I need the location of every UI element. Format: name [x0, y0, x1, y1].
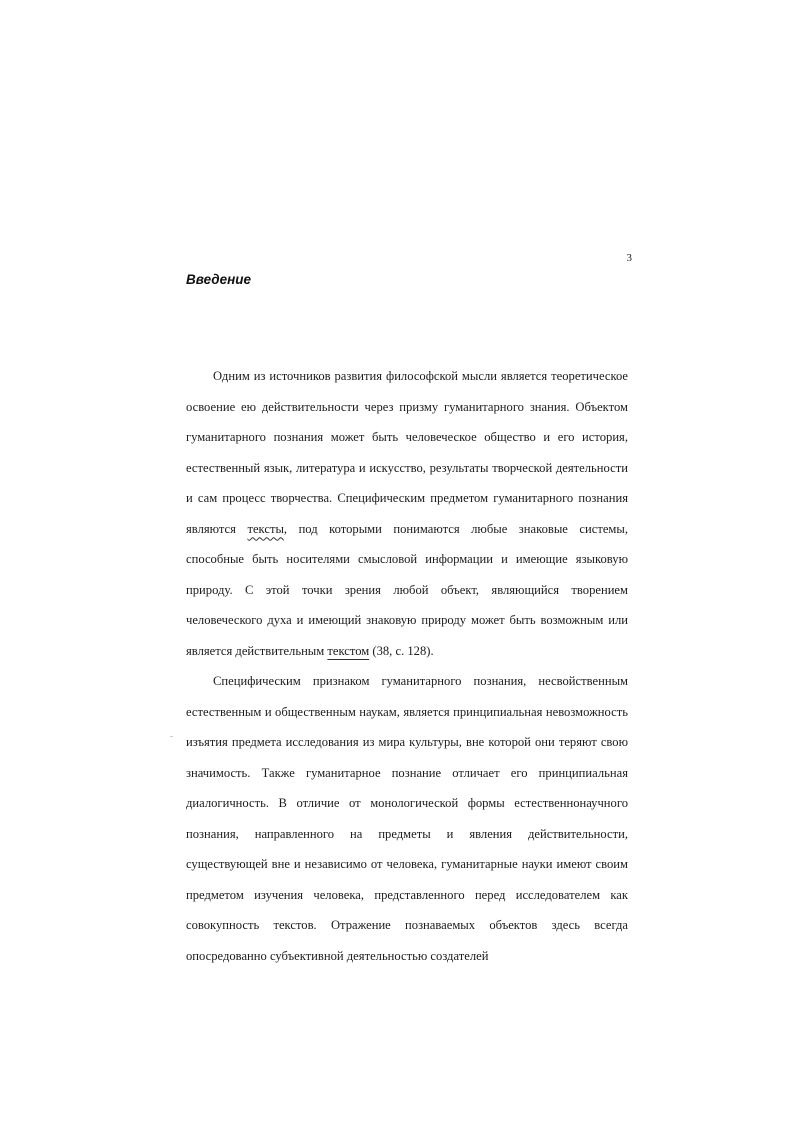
document-body [186, 361, 628, 971]
page-number: 3 [626, 252, 632, 264]
section-heading: Введение [186, 272, 252, 287]
paragraph-2 [186, 666, 628, 971]
paragraph-1-text-b: , под которыми понимаются любые знаковые системы, способные быть носителями смысловой информации и имеющие языковую природу. С этой точки зрения любой объект, являющийся творением человеческого духа и имеющий знаковую природу может быть возможным или является действительным [186, 521, 628, 658]
paragraph-1-marked-word-text: текстом [327, 643, 370, 658]
paragraph-1-citation: (38, с. 128). [369, 643, 434, 658]
margin-mark [170, 736, 173, 737]
paragraph-1 [186, 361, 628, 666]
paragraph-1-marked-word-texts: тексты [247, 521, 284, 536]
paragraph-1-text-a: Одним из источников развития философской мысли является теоретическое освоение ею действительности через призму гуманитарного знания. Объектом гуманитарного познания может быть человеческое общество и его история, естественный язык, литература и искусство, результаты творческой деятельности и сам процесс творчества. Специфическим предметом гуманитарного познания являются [186, 369, 628, 536]
paragraph-2-text: Специфическим признаком гуманитарного познания, несвойственным естественным и общественным наукам, является принципиальная невозможность изъятия предмета исследования из мира культуры, вне которой они теряют свою значимость. Также гуманитарное познание отличает его принципиальная диалогичность. В отличие от монологической формы естественнонаучного познания, направленного на предметы и явления действительности, существующей вне и независимо от человека, гуманитарные науки имеют своим предметом изучения человека, представленного перед исследователем как совокупность текстов. Отражение познаваемых объектов здесь всегда опосредованно субъективной деятельностью создателей [186, 674, 628, 963]
